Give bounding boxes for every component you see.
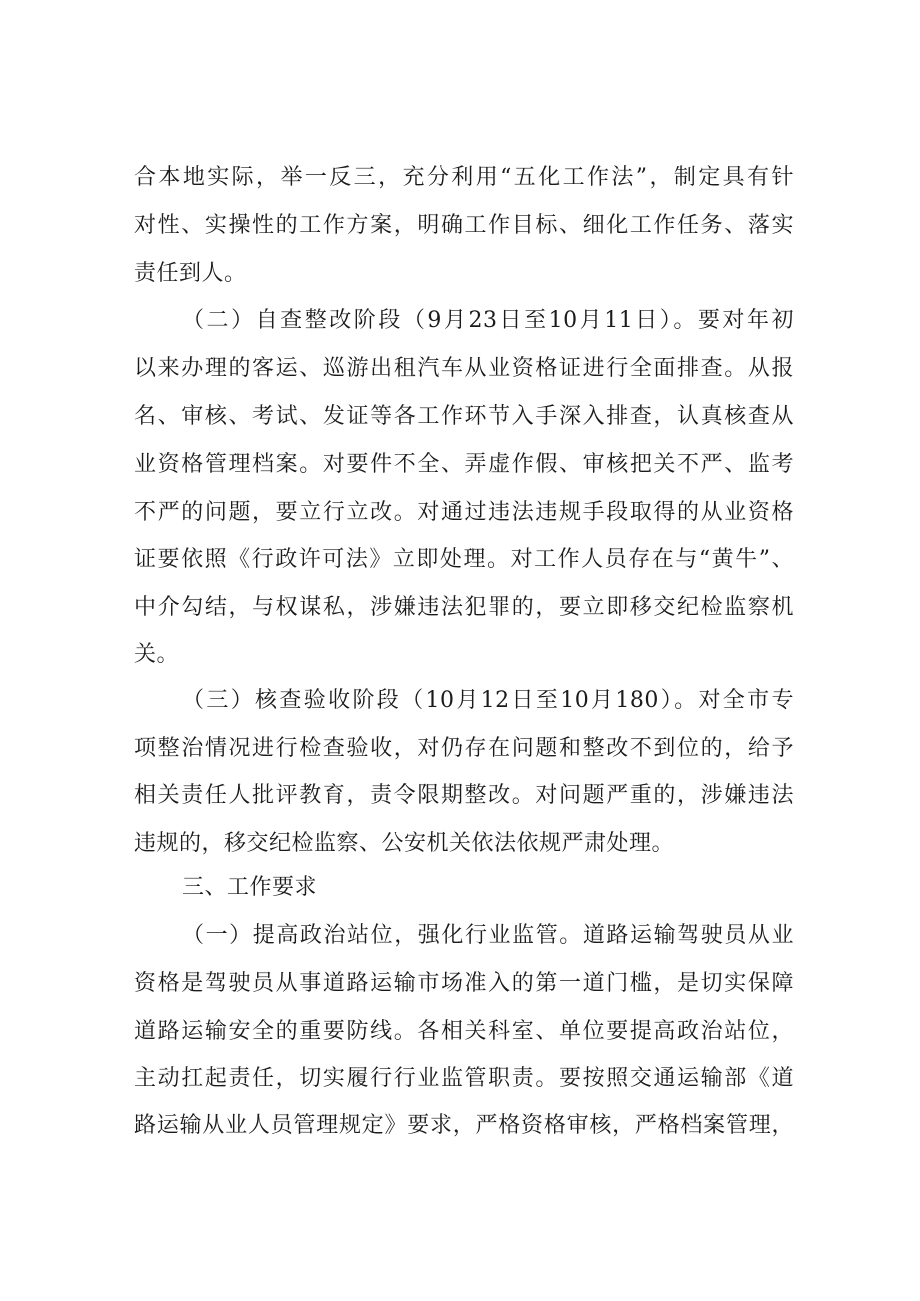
text-line: 项整治情况进行检查验收，对仍存在问题和整改不到位的，给予 — [134, 736, 794, 761]
text-line: 不严的问题，要立行立改。对通过违法违规手段取得的从业资格 — [134, 500, 794, 525]
text-line: 主动扛起责任，切实履行行业监管职责。要按照交通运输部《道 — [134, 1066, 794, 1091]
text-line: 关。 — [134, 642, 180, 667]
text-line: 名、审核、考试、发证等各工作环节入手深入排查，认真核查从 — [134, 404, 794, 429]
text-line: 路运输从业人员管理规定》要求，严格资格审核，严格档案管理， — [134, 1113, 794, 1138]
text-line: （三）核查验收阶段（10月12日至10月180）。对全市专 — [182, 688, 794, 713]
text-line: （二）自查整改阶段（9月23日至10月11日）。要对年初 — [182, 308, 794, 333]
text-line: 合本地实际，举一反三，充分利用“五化工作法”，制定具有针 — [134, 165, 794, 190]
text-line: 中介勾结，与权谋私，涉嫌违法犯罪的，要立即移交纪检监察机 — [134, 595, 794, 620]
text-line: 责任到人。 — [134, 261, 247, 286]
section-heading: 三、工作要求 — [182, 875, 318, 900]
text-line: 证要依照《行政许可法》立即处理。对工作人员存在与“黄牛”、 — [134, 547, 794, 572]
text-line: 道路运输安全的重要防线。各相关科室、单位要提高政治站位， — [134, 1019, 794, 1044]
text-line: 以来办理的客运、巡游出租汽车从业资格证进行全面排查。从报 — [134, 356, 794, 381]
text-line: 违规的，移交纪检监察、公安机关依法依规严肃处理。 — [134, 831, 675, 856]
text-line: 相关责任人批评教育，责令限期整改。对问题严重的，涉嫌违法 — [134, 783, 794, 808]
text-line: （一）提高政治站位，强化行业监管。道路运输驾驶员从业 — [182, 923, 794, 948]
text-line: 对性、实操性的工作方案，明确工作目标、细化工作任务、落实 — [134, 213, 794, 238]
text-line: 业资格管理档案。对要件不全、弄虚作假、审核把关不严、监考 — [134, 452, 794, 477]
text-line: 资格是驾驶员从事道路运输市场准入的第一道门槛，是切实保障 — [134, 971, 794, 996]
